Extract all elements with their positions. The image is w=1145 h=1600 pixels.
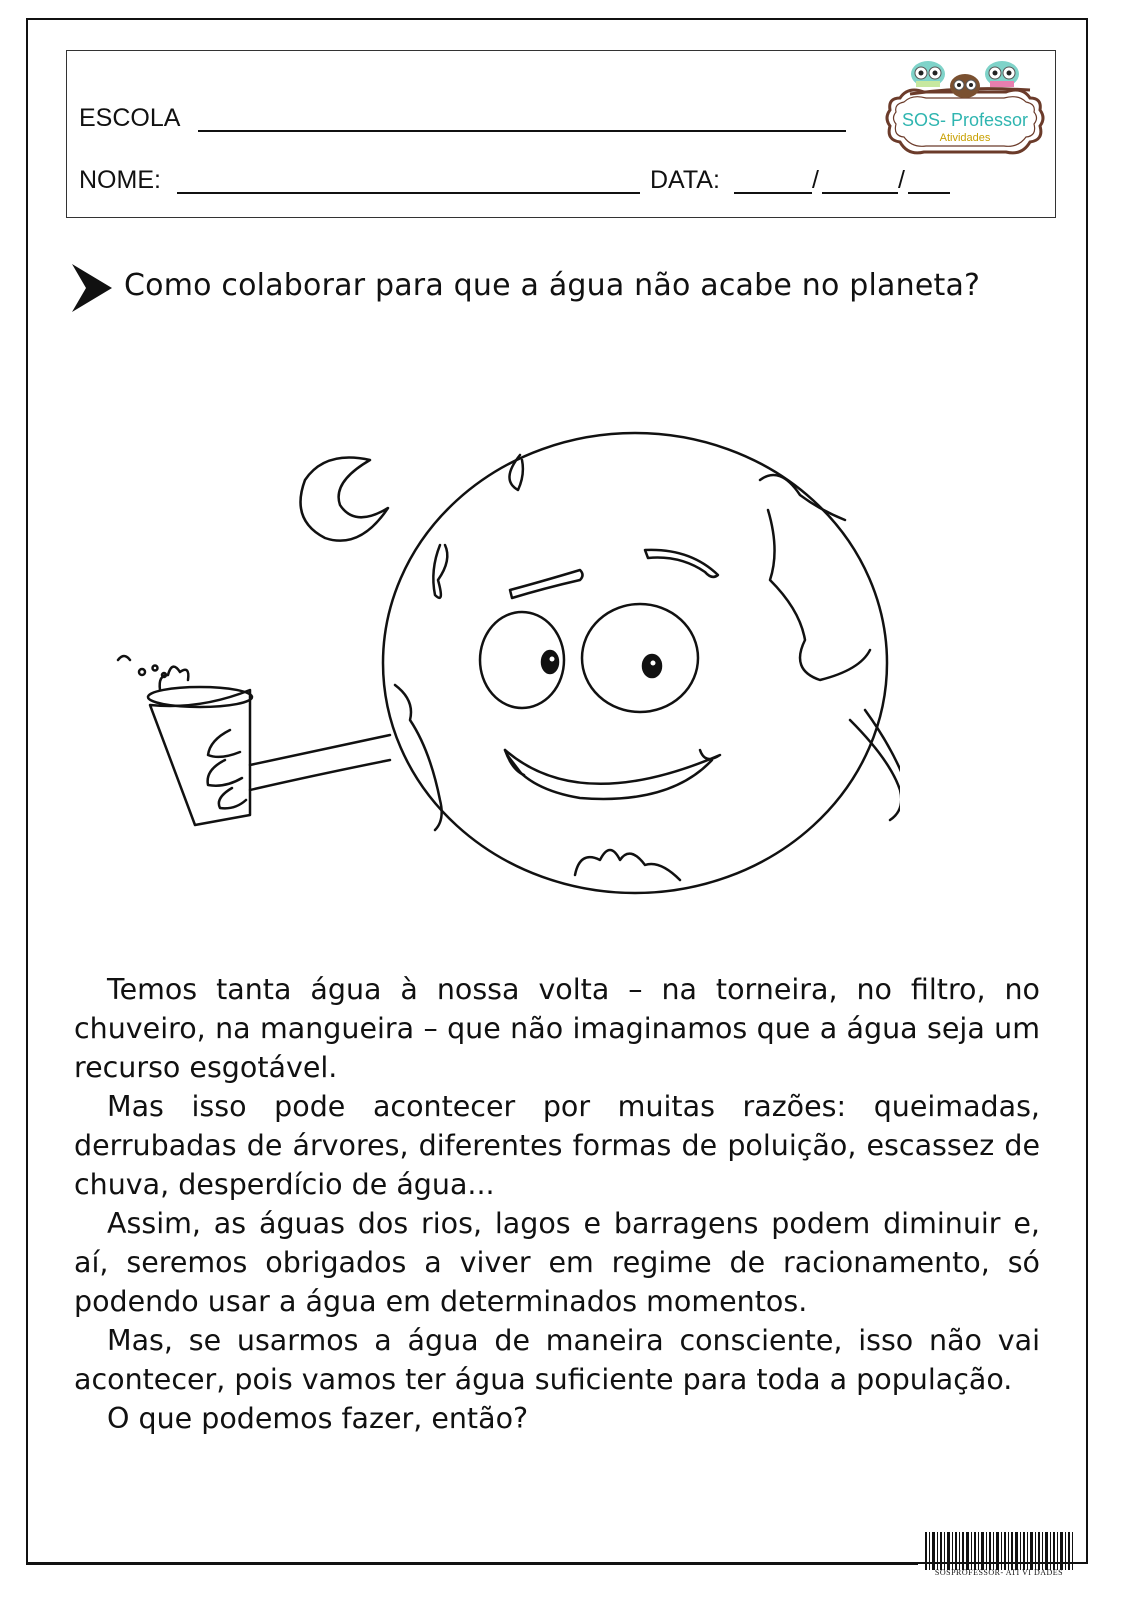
logo-title: SOS- Professor [901, 110, 1029, 130]
moon-icon [301, 458, 389, 541]
paragraph: Assim, as águas dos rios, lagos e barragens podem diminuir e, aí, seremos obrigados a viver em regime de racionamento, só podendo usar a água em determinados momentos. [74, 1207, 1040, 1318]
date-slash: / [812, 166, 819, 194]
paragraph: Mas, se usarmos a água de maneira consciente, isso não vai acontecer, pois vamos ter água suficiente para toda a população. [74, 1324, 1040, 1396]
question-text: Como colaborar para que a água não acabe no planeta? [124, 268, 981, 303]
earth-character-illustration [100, 420, 900, 900]
date-year-field[interactable] [908, 192, 950, 194]
data-label: DATA: [650, 166, 720, 194]
escola-field[interactable] [198, 130, 846, 132]
nome-field[interactable] [177, 192, 640, 194]
sos-professor-logo [880, 60, 1050, 170]
footer-line [26, 1563, 918, 1565]
text-block [74, 970, 1040, 1438]
arrow-right-icon [72, 262, 116, 314]
paragraph: O que podemos fazer, então? [107, 1402, 529, 1435]
barcode-text: SOSPROFESSOR- ATI VI DADES [934, 1568, 1064, 1577]
paragraph: Temos tanta água à nossa volta – na torneira, no filtro, no chuveiro, na mangueira – que não imaginamos que a água seja um recurso esgotável. [74, 973, 1040, 1084]
earth-drawing [100, 420, 900, 900]
cup-icon [150, 690, 250, 825]
date-day-field[interactable] [734, 192, 812, 194]
barcode-icon [925, 1532, 1073, 1570]
date-month-field[interactable] [822, 192, 898, 194]
nome-label: NOME: [79, 166, 161, 194]
escola-label: ESCOLA [79, 104, 181, 132]
paragraph: Mas isso pode acontecer por muitas razões: queimadas, derrubadas de árvores, diferentes formas de poluição, escassez de chuva, desperdício de água... [74, 1090, 1040, 1201]
question [72, 262, 1072, 312]
date-slash: / [898, 166, 905, 194]
logo-subtitle: Atividades [939, 132, 991, 144]
